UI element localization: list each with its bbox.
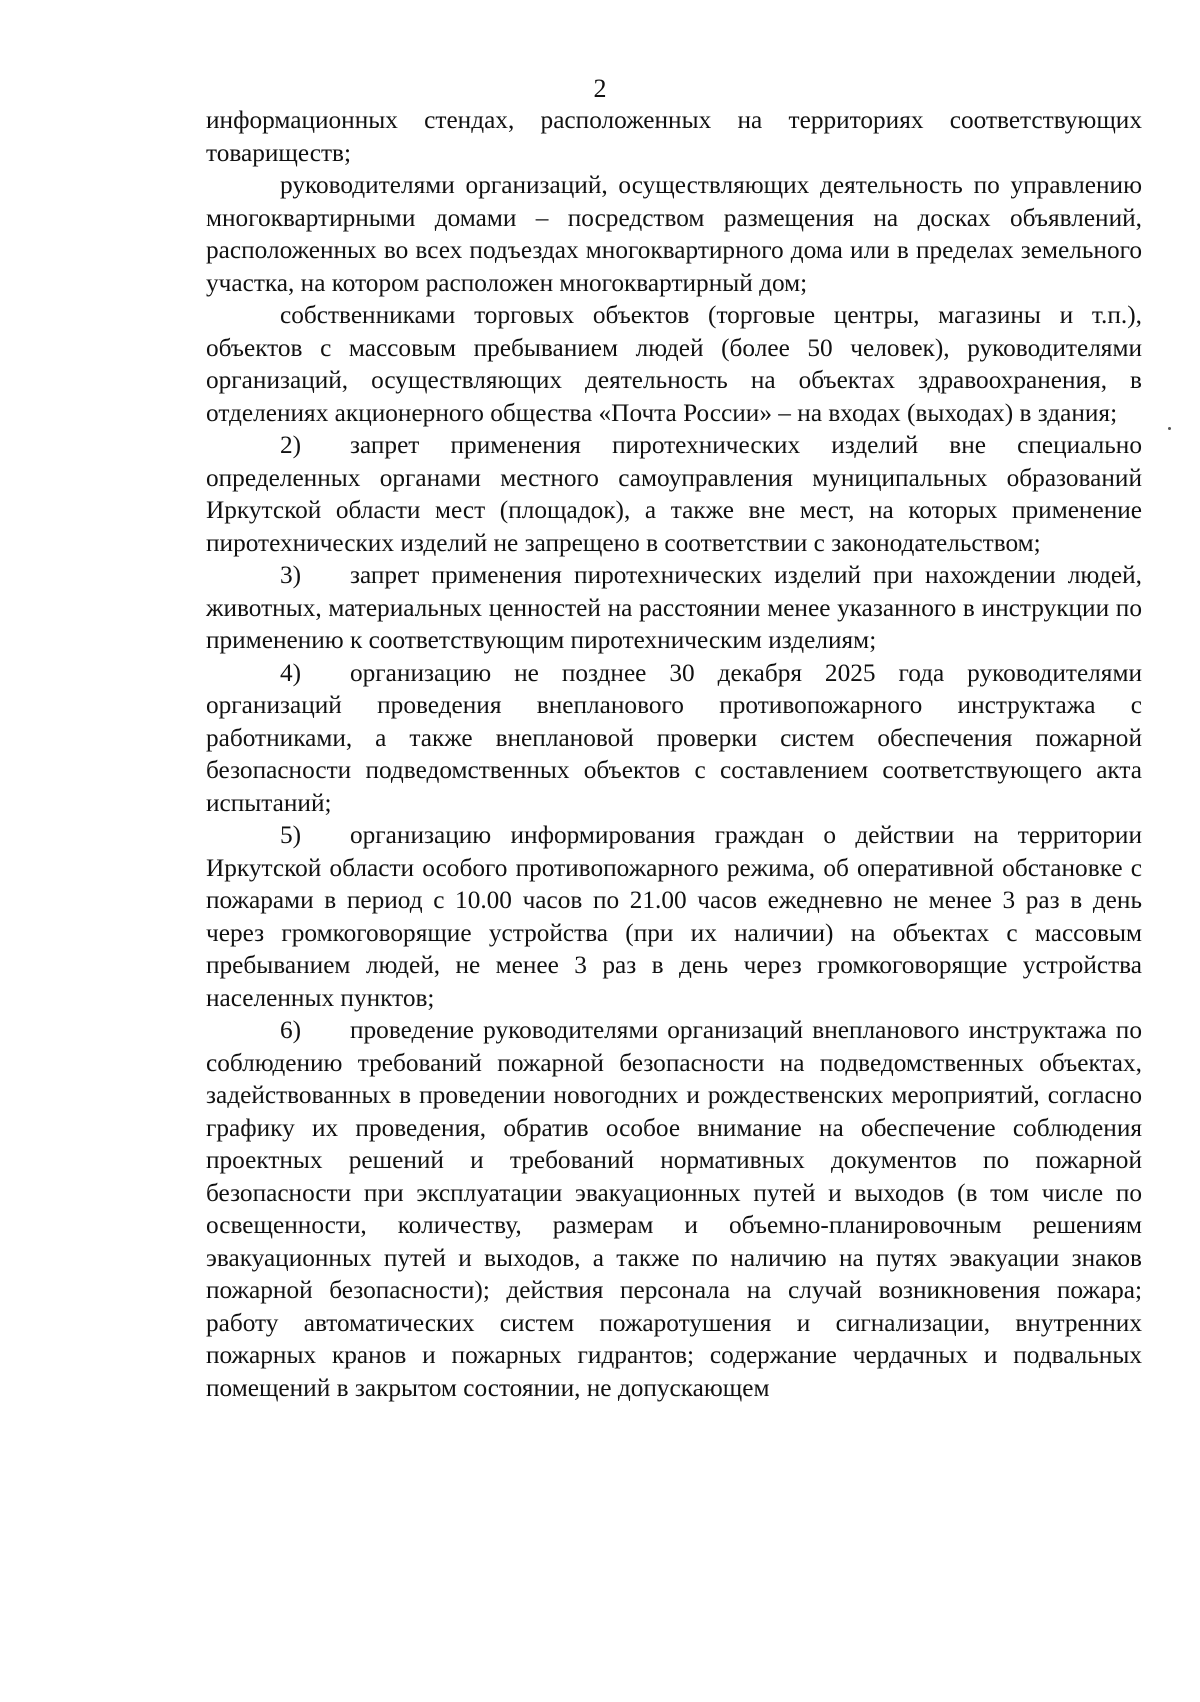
paragraph-text: информационных стендах, расположенных на территориях соответствующих товариществ;: [206, 106, 1142, 167]
list-item-text: проведение руководителями организаций внепланового инструктажа по соблюдению требований пожарной безопасности на подведомственных объектах, задействованных в проведении новогодних и рождественских мероприятий, согласно графику их проведения, обратив особое внимание на обеспечение соблюдения проектных решений и требований нормативных документов по пожарной безопасности при эксплуатации эвакуационных путей и выходов (в том числе по освещенности, количеству, размерам и объемно-планировочным решениям эвакуационных путей и выходов, а также по наличию на путях эвакуации знаков пожарной безопасности); действия персонала на случай возникновения пожара; работу автоматических систем пожаротушения и сигнализации, внутренних пожарных кранов и пожарных гидрантов; содержание чердачных и подвальных помещений в закрытом состоянии, не допускающем: [206, 1016, 1142, 1402]
list-item-6: [206, 1014, 1142, 1404]
list-item-text: организацию информирования граждан о действии на территории Иркутской области особого противопожарного режима, об оперативной обстановке с пожарами в период с 10.00 часов по 21.00 часов ежедневно не менее 3 раз в день через громкоговорящие устройства (при их наличии) на объектах с массовым пребыванием людей, не менее 3 раз в день через громкоговорящие устройства населенных пунктов;: [206, 821, 1142, 1012]
list-item-number: 2): [280, 431, 302, 459]
scan-speck: [1168, 427, 1171, 430]
list-item-number: 5): [280, 821, 302, 849]
list-item-5: [206, 819, 1142, 1014]
list-item-number: 4): [280, 658, 302, 687]
paragraph-owners-trade-objects: [206, 299, 1142, 429]
document-body: [206, 104, 1142, 1404]
list-item-number: 3): [280, 561, 302, 589]
list-item-number: 6): [280, 1016, 302, 1044]
list-item-3: [206, 559, 1142, 657]
page-number: 2: [593, 74, 607, 103]
list-item-text: запрет применения пиротехнических изделий вне специально определенных органами местного самоуправления муниципальных образований Иркутской области мест (площадок), а также вне мест, на которых применение пиротехнических изделий не запрещено в соответствии с законодательством;: [206, 431, 1142, 557]
list-item-4: [206, 657, 1142, 820]
list-item-2: [206, 429, 1142, 559]
paragraph-text: руководителями организаций, осуществляющих деятельность по управлению многоквартирными домами – посредством размещения на досках объявлений, расположенных во всех подъездах многоквартирного дома или в пределах земельного участка, на котором расположен многоквартирный дом;: [206, 171, 1142, 297]
list-item-text: организацию не позднее 30 декабря 2025 года руководителями организаций проведения внепланового противопожарного инструктажа с работниками, а также внеплановой проверки систем обеспечения пожарной безопасности подведомственных объектов с составлением соответствующего акта испытаний;: [206, 658, 1142, 817]
paragraph-continuation: [206, 104, 1142, 169]
list-item-text: запрет применения пиротехнических изделий при нахождении людей, животных, материальных ценностей на расстоянии менее указанного в инструкции по применению к соответствующим пиротехническим изделиям;: [206, 561, 1142, 654]
paragraph-managers-apartment-buildings: [206, 169, 1142, 299]
paragraph-text: собственниками торговых объектов (торговые центры, магазины и т.п.), объектов с массовым пребыванием людей (более 50 человек), руководителями организаций, осуществляющих деятельность на объектах здравоохранения, в отделениях акционерного общества «Почта России» – на входах (выходах) в здания;: [206, 301, 1142, 427]
